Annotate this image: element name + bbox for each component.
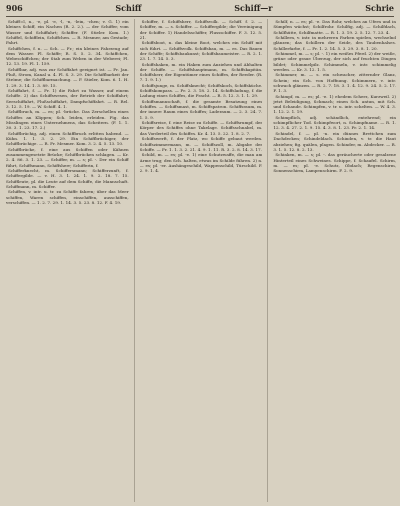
entry-paragraph: Schiffbruch, m. — es; pl. -brüche. Das Zerschellen eines Schiffes an Klippen; Sch. leiden, erleiden. Fig. das Misslingen eines Unternehmens, das Scheitern. (F. 1. 1. 30. 3. 1. 23. 17. 2.) <box>6 109 129 131</box>
entry-paragraph: Schiffsboot, n. das kleine Boot, welches ein Schiff mit sich führt. — Schiffsvolk. Schiffsbau, m. — es. Das Bauen der Schiffe; Schiffsbaukunst; Schiffsbaumeister. — R. 2. 1. 23. 1. 7. 14. 5. 3. <box>139 40 263 62</box>
entry-paragraph: Schilf, n. — es; pl. -e. Das Rohr, welches an Ufern und in Sümpfen wächst; Schilfrohr. Schilfig, adj. — Schilfdach, Schilfhütte, Schilfmatte. — R. 1. 3. 19. 2. 5. 12. 7. 23. 4. <box>273 19 397 35</box>
entry-paragraph: Schiffsreise, f. eine Reise zu Schiffe. — Schiffsrumpf, der Körper des Schiffes ohne Takelage. Schiffsschnabel, m. das Vorderteil des Schiffes. Kr. 4. 13. 5. 22. 1. 8. 2. 7. <box>139 120 263 136</box>
entry-paragraph: Schiffbrücke, f. eine aus Schiffen oder Kähnen zusammengesetzte Brücke; Schiffbrücken schlagen. — Kr. 2. 4. 86. 3. 1. 23. — Schiffer, m. — s; pl. -. Der ein Schiff führt, Schiffsmann, Schiffsherr; Schifferin, f. <box>6 146 129 168</box>
entry-paragraph: Schimmel, m. — s; pl. -. 1) ein weißes Pferd. 2) der weiße, grüne oder graue Überzug, der sich auf feuchten Dingen bildet; Schimmelpilz. Schimmeln, v. intr. schimmelig werden. — Kr. 3. 12. 1. 5. <box>273 51 397 72</box>
entry-paragraph: Schillern, v. intr. in mehreren Farben spielen, wechselnd glänzen; das Schillern der Seide, des Taubenhalses. Schillerfarbe, f. — Fr. 1. 2. 14. 5. 3. 29. 3. 8. 1. 20. <box>273 35 397 51</box>
entry-paragraph: Schild, m. — es; pl. -e. 1) eine Schutzwaffe, die man am Arme trug; den Sch. halten, etwas im Schilde führen. 2) n. — es; pl. -er. Aushängeschild, Wappenschild, Türschild. F. 2. 9. 1. 4. <box>139 152 263 174</box>
column-left <box>6 19 129 502</box>
entry-paragraph: Schiffswerft, f. der Platz, wo Schiffe gebaut werden. Schiffszimmermann, m. — Schiffszoll, m. Abgabe der Schiffe. — Fr. 1. 1. 3. 2. 21. 4. 9. 1. 11. R. 3. 2. 8. 14. 3. 17. <box>139 136 263 152</box>
page-number: 906 <box>6 3 23 13</box>
entry-paragraph: Schindel, f. — pl. -n. ein dünnes Brettchen zum Dachdecken; Schindeldach. Schinden, v. tr. die Haut abziehen; fig. quälen, plagen. Schinder, m. Abdecker. — R. 3. 1. 5. 12. 8. 2. 13. <box>273 131 397 152</box>
right-headword: Schrie <box>365 3 394 13</box>
entry-paragraph: Schiffsjunge, m. Schiffsknecht; Schiffskoch, Schiffsküche. Schiffskompass. — Fr. 2. 3. 18. 2. 14. Schiffsladung, f. die Ladung eines Schiffes, die Fracht. — R. 5. 12. 3. 1. 1. 29. <box>139 82 263 99</box>
entry-paragraph: Schifferknecht, m. Schiffersmann; Schifferzunft, f. Schiffergilde. — v. H. 3. 1. 24. 1. 9. 2. 18. 7. 15. Schiffleute, pl. die Leute auf dem Schiffe, die Mannschaft. Schiffmann, m. Schiffer. <box>6 168 129 189</box>
entry-paragraph: Schimpf, m. — es; pl. -e. 1) ehedem Scherz, Kurzweil. 2) jetzt Beleidigung, Schmach; einen Sch. antun, mit Sch. und Schande. Schimpfen, v. tr. u. intr. schelten. — W. 4. 3. 1. 12. 2. 1. 19. <box>273 93 397 115</box>
entry-paragraph: Schimmer, m. — s. ein schwacher, zitternder Glanz, Schein; ein Sch. von Hoffnung. Schimmern, v. intr. schwach glänzen. — R. 2. 7. 18. 3. 1. 4. 12. 9. 24. 5. 2. 17. F. 1. 3. <box>273 72 397 94</box>
entry-paragraph: Schiffbar, adj. was zur Schiffahrt geeignet ist. — Fr. Jan. Fluß, Strom, Kanal u. 4. Pl. S. 3. 29. Die Schiffbarkeit der Ströme; die Schiffbarmachung. — F. Stieler, Kom. 6. 1. H. 1. 29. 3. 14. 1. 3. 89. 15. <box>6 66 129 88</box>
entry-paragraph: Schimpflich, adj. schändlich, entehrend; ein schimpflicher Tod. Schimpfwort, n. Schimpfname. — R. 1. 12. 3. 4. 27. 2. 1. 9. 15. 4. 3. 8. 1. 23. Fr. 2. 1. 14. <box>273 114 397 131</box>
header-rule <box>6 16 394 17</box>
entry-paragraph: Schinken, m. — s; pl. -. das geräucherte oder gesalzene Hinterteil eines Schweines. Schippe, f. Schaufel. Schirm, m. — es; pl. -e. Schutz, Obdach; Regenschirm, Sonnenschirm, Lampenschirm. F. 2. 9. <box>273 152 397 174</box>
page-header <box>6 3 394 16</box>
entry-paragraph: Schiffshaken, m. ein Haken zum Anziehen und Abhalten der Schiffe. — Schiffshauptmann, m. Schiffskapitän. Schiffsherr, der Eigentümer eines Schiffes, der Reeder. (R. 7. 1. 9. 1.) <box>139 61 263 83</box>
left-headword: Schiff <box>115 3 142 13</box>
column-middle <box>140 19 263 502</box>
column-right <box>273 19 396 502</box>
entry-paragraph: Schiff=l, n., -e, pl. -e, -l, -n, -lein, -chen; v. G. 1) ein kleines Schiff, ein Nachen (R. 2. 2.). — der Schiffer, vom Wasser und Schiffahrt; Schiffer. (F. Stieler. Kom. 1.) Schiffel, Schifflein, Schiffchen. — R. Mesmer, am Gestade; Fahrt. <box>6 19 129 45</box>
entry-paragraph: Schiffchen, f. n. — Sch. — Fr.; ein kleines Fahrzeug auf dem Wasser. Pl. Schiffe; R. S. 5. 2. 34. Schiffchen, Webeschiffchen; der Stab zum Weben in der Weberei; Pl. 12. 13. 19. Pl. 1. 159. <box>6 45 129 67</box>
center-headword: Schiff—r <box>234 3 273 13</box>
column-divider <box>267 19 268 502</box>
entry-paragraph: Schiffsmannschaft, f. die gesamte Besatzung eines Schiffes. — Schiffsmast, m. Schiffspatron. Schiffsraum, m. der innere Raum eines Schiffes; Laderaum. — 2. 3. 24. 7. 1. 5. 9. <box>139 98 263 120</box>
entry-paragraph: Schiffbrüchig, adj. einen Schiffbruch erlitten habend. — Kühn. 1. 1. 3. 2. 29. Ein Schiffbrüchiger, der Schiffbrüchige. — R. Fr. Mesmer. Kom. 3. 2. 4. 5. 13. 10. <box>6 130 129 147</box>
column-divider <box>134 19 135 502</box>
entry-paragraph: Schiffen, v. intr. u. tr. zu Schiffe fahren; über das Meer schiffen, Waren schiffen, einschiffen, ausschiffen, verschiffen. — 1. 2. 7. 29. 1. 14. 3. 5. 23. 8. 12. F. 4. 19. <box>6 189 129 205</box>
entry-paragraph: Schiffer, f. Schiffsherr, Schiffsvolk. — Schiff. f. 2. — Schiffer, m. — s. Schiffer. — Schiffergilde; die Vereinigung der Schiffer. 1) Handelsschiffer, Flussschiffer. F. 3. 12. 5. 21. <box>139 19 263 40</box>
entry-paragraph: Schiffahrt, f. — Fr. 1) die Fahrt zu Wasser, auf einem Schiffe. 2) das Schiffswesen, der Betrieb der Schiffahrt; Seeschiffahrt, Flußschiffahrt, Dampfschiffahrt. — R. Rel. 3. 12. 5. 19. — W. Schiff. 4. 1. <box>6 88 129 109</box>
text-columns <box>6 19 396 502</box>
